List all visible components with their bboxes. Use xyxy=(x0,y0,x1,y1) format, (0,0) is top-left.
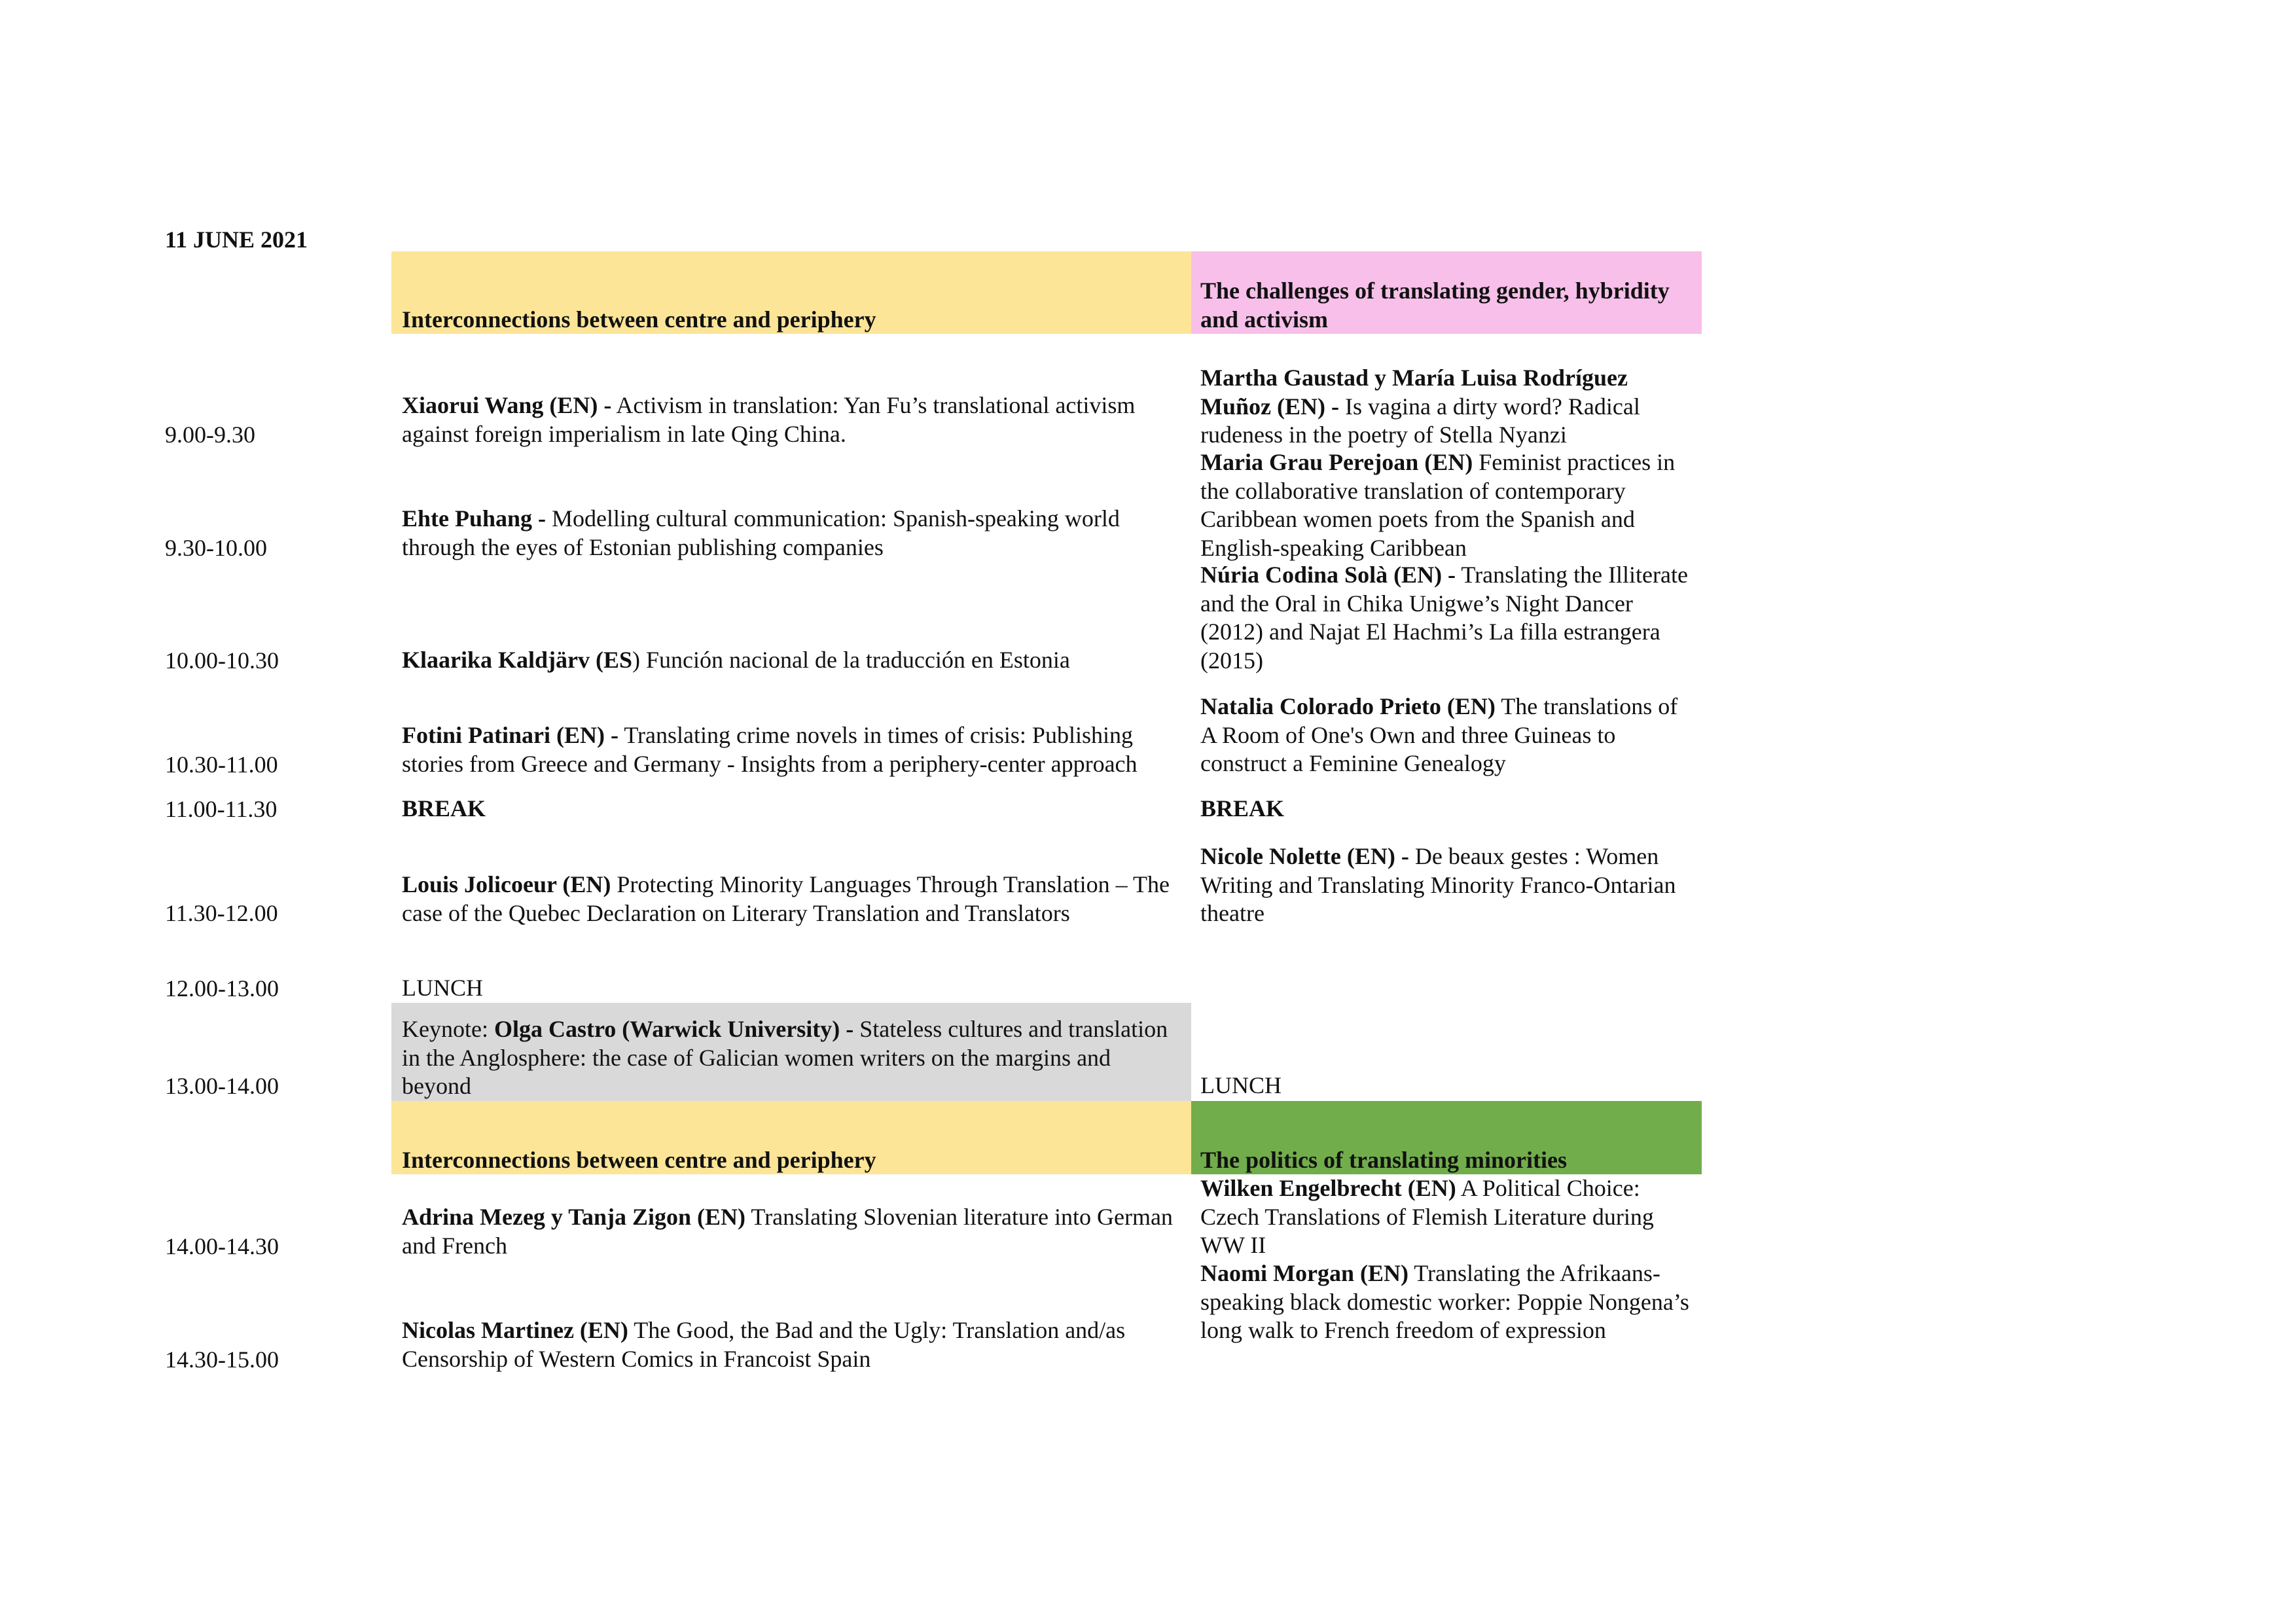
header-centre-periphery-2 xyxy=(391,1101,1191,1174)
time-slot: 11.30-12.00 xyxy=(165,900,278,926)
time-slot: 12.00-13.00 xyxy=(165,975,279,1001)
speaker-name: Louis Jolicoeur (EN) xyxy=(402,871,611,897)
speaker-name: Núria Codina Solà (EN) - xyxy=(1200,562,1456,588)
speaker-name: Adrina Mezeg y Tanja Zigon (EN) xyxy=(402,1204,746,1230)
header-minorities xyxy=(1191,1101,1702,1174)
talk-kaldjarv xyxy=(391,646,1191,675)
talk-puhang xyxy=(391,505,1191,562)
header-centre-periphery xyxy=(391,251,1191,334)
talk-morgan xyxy=(1191,1259,1702,1345)
time-slot: 10.00-10.30 xyxy=(165,647,279,674)
talk-title: A Political Choice: Czech Translations of Flemish Literature during WW II xyxy=(1200,1175,1654,1258)
time-slot: 14.30-15.00 xyxy=(165,1346,279,1373)
speaker-name: Natalia Colorado Prieto (EN) xyxy=(1200,693,1496,719)
header-minorities-label: The politics of translating minorities xyxy=(1200,1146,1567,1173)
talk-title: Translating Slovenian literature into German and French xyxy=(402,1204,1173,1259)
talk-colorado xyxy=(1191,693,1702,778)
speaker-name: Nicolas Martinez (EN) xyxy=(402,1317,628,1343)
speaker-name: Naomi Morgan (EN) xyxy=(1200,1260,1408,1286)
speaker-name: Klaarika Kaldjärv (ES xyxy=(402,647,633,673)
talk-patinari xyxy=(391,721,1191,778)
talk-title: Activism in translation: Yan Fu’s translational activism against foreign imperialism in late Qing China. xyxy=(402,392,1136,447)
talk-codina xyxy=(1191,561,1702,675)
talk-title: The translations of A Room of One's Own and three Guineas to construct a Feminine Genealogy xyxy=(1200,693,1678,776)
header-centre-periphery-label: Interconnections between centre and periphery xyxy=(402,306,876,333)
talk-title: Translating the Afrikaans-speaking black domestic worker: Poppie Nongena’s long walk to French freedom of expression xyxy=(1200,1260,1689,1343)
break-label: BREAK xyxy=(402,795,486,821)
talk-title: The Good, the Bad and the Ugly: Translation and/as Censorship of Western Comics in Francoist Spain xyxy=(402,1317,1126,1372)
time-slot: 11.00-11.30 xyxy=(165,796,278,822)
speaker-name: Xiaorui Wang (EN) - xyxy=(402,392,612,418)
talk-gaustad xyxy=(1191,364,1702,450)
header-gender xyxy=(1191,251,1702,334)
speaker-name: Nicole Nolette (EN) - xyxy=(1200,843,1409,869)
talk-title: Translating crime novels in times of crisis: Publishing stories from Greece and Germany - Insights from a periphery-center approach xyxy=(402,722,1138,777)
talk-wang xyxy=(391,391,1191,448)
time-slot: 9.00-9.30 xyxy=(165,422,255,448)
talk-title: Protecting Minority Languages Through Translation – The case of the Quebec Declaration on Literary Translation and Translators xyxy=(402,871,1170,926)
keynote-block xyxy=(391,1003,1191,1101)
talk-grau xyxy=(1191,448,1702,562)
schedule-date: 11 JUNE 2021 xyxy=(165,226,308,253)
speaker-name: Fotini Patinari (EN) - xyxy=(402,722,619,748)
speaker-name: Olga Castro (Warwick University) - xyxy=(493,1016,854,1042)
talk-title: De beaux gestes : Women Writing and Translating Minority Franco-Ontarian theatre xyxy=(1200,843,1676,926)
keynote-prefix: Keynote: xyxy=(402,1016,494,1042)
header-centre-periphery-label: Interconnections between centre and periphery xyxy=(402,1146,876,1173)
talk-title: Translating the Illiterate and the Oral in Chika Unigwe’s Night Dancer (2012) and Najat El Hachmi’s La filla estrangera (2015) xyxy=(1200,562,1688,674)
speaker-name: Ehte Puhang - xyxy=(402,505,547,532)
talk-nolette xyxy=(1191,842,1702,928)
header-gender-label: The challenges of translating gender, hybridity and activism xyxy=(1200,278,1670,333)
speaker-name: Maria Grau Perejoan (EN) xyxy=(1200,449,1473,475)
speaker-name: Martha Gaustad y María Luisa Rodríguez Muñoz (EN) - xyxy=(1200,365,1628,420)
time-slot: 13.00-14.00 xyxy=(165,1073,279,1099)
talk-engelbrecht xyxy=(1191,1174,1702,1260)
time-slot: 14.00-14.30 xyxy=(165,1233,279,1259)
talk-jolicoeur xyxy=(391,871,1191,928)
talk-title: Modelling cultural communication: Spanish-speaking world through the eyes of Estonian publishing companies xyxy=(402,505,1120,560)
talk-title: ) Función nacional de la traducción en Estonia xyxy=(632,647,1070,673)
lunch-label: LUNCH xyxy=(402,975,483,1001)
talk-mezeg xyxy=(391,1203,1191,1260)
time-slot: 10.30-11.00 xyxy=(165,751,278,778)
talk-martinez xyxy=(391,1316,1191,1373)
lunch-label: LUNCH xyxy=(1200,1072,1282,1098)
talk-title: Stateless cultures and translation in the Anglosphere: the case of Galician women writers on the margins and beyond xyxy=(402,1016,1168,1099)
break-label: BREAK xyxy=(1200,795,1285,821)
talk-title: Feminist practices in the collaborative translation of contemporary Caribbean women poets from the Spanish and English-speaking Caribbean xyxy=(1200,449,1676,561)
speaker-name: Wilken Engelbrecht (EN) xyxy=(1200,1175,1456,1201)
talk-title: Is vagina a dirty word? Radical rudeness in the poetry of Stella Nyanzi xyxy=(1200,393,1640,448)
time-slot: 9.30-10.00 xyxy=(165,535,267,561)
